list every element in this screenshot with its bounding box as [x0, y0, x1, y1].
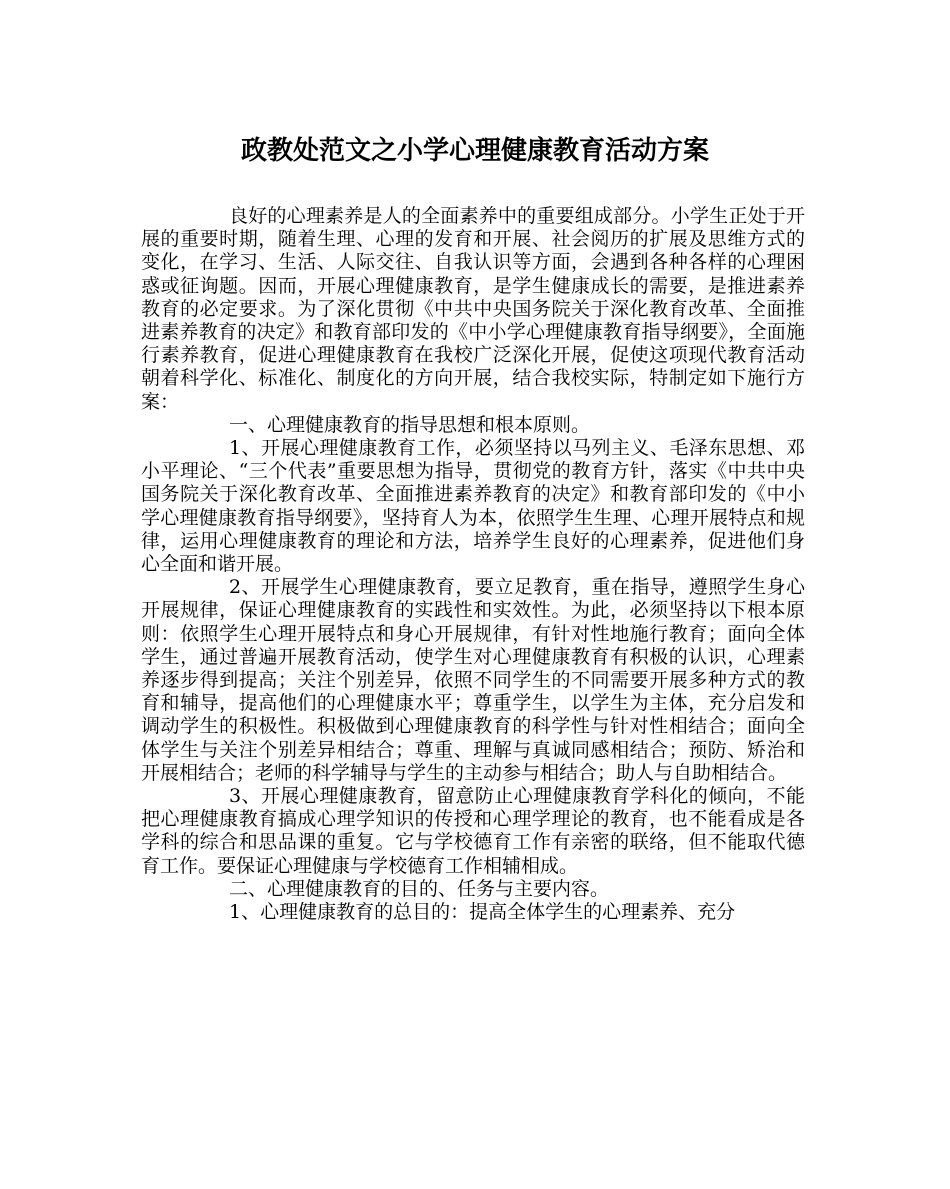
paragraph-intro: 良好的心理素养是人的全面素养中的重要组成部分。小学生正处于开展的重要时期，随着生理、心理的发育和开展、社会阅历的扩展及思维方式的变化，在学习、生活、人际交往、自我认识等方面，会遇到各种各样的心理困惑或征询题。因而，开展心理健康教育，是学生健康成长的需要，是推进素养教育的必定要求。为了深化贯彻《中共中央国务院关于深化教育改革、全面推进素养教育的决定》和教育部印发的《中小学心理健康教育指导纲要》，全面施行素养教育，促进心理健康教育在我校广泛深化开展，促使这项现代教育活动朝着科学化、标准化、制度化的方向开展，结合我校实际，特制定如下施行方案：: [141, 205, 805, 413]
document-title: 政教处范文之小学心理健康教育活动方案: [240, 136, 709, 166]
heading-section-1: 一、心理健康教育的指导思想和根本原则。: [229, 413, 591, 436]
document-body: [141, 205, 805, 924]
heading-section-2: 二、心理健康教育的目的、任务与主要内容。: [229, 877, 610, 900]
paragraph-1-1: 1、开展心理健康教育工作，必须坚持以马列主义、毛泽东思想、邓小平理论、“三个代表”重要思想为指导，贯彻党的教育方针，落实《中共中央国务院关于深化教育改革、全面推进素养教育的决定》和教育部印发的《中小学心理健康教育指导纲要》，坚持育人为本，依照学生生理、心理开展特点和规律，运用心理健康教育的理论和方法，培养学生良好的心理素养，促进他们身心全面和谐开展。: [141, 437, 805, 576]
paragraph-1-2: 2、开展学生心理健康教育，要立足教育，重在指导，遵照学生身心开展规律，保证心理健康教育的实践性和实效性。为此，必须坚持以下根本原则：依照学生心理开展特点和身心开展规律，有针对性地施行教育；面向全体学生，通过普遍开展教育活动，使学生对心理健康教育有积极的认识，心理素养逐步得到提高；关注个别差异，依照不同学生的不同需要开展多种方式的教育和辅导，提高他们的心理健康水平；尊重学生，以学生为主体，充分启发和调动学生的积极性。积极做到心理健康教育的科学性与针对性相结合；面向全体学生与关注个别差异相结合；尊重、理解与真诚同感相结合；预防、矫治和开展相结合；老师的科学辅导与学生的主动参与相结合；助人与自助相结合。: [141, 576, 805, 784]
paragraph-1-3: 3、开展心理健康教育，留意防止心理健康教育学科化的倾向，不能把心理健康教育搞成心理学知识的传授和心理学理论的教育，也不能看成是各学科的综合和思品课的重复。它与学校德育工作有亲密的联络，但不能取代德育工作。要保证心理健康与学校德育工作相辅相成。: [141, 785, 805, 877]
paragraph-2-1: 1、心理健康教育的总目的：提高全体学生的心理素养、充分: [229, 901, 736, 924]
